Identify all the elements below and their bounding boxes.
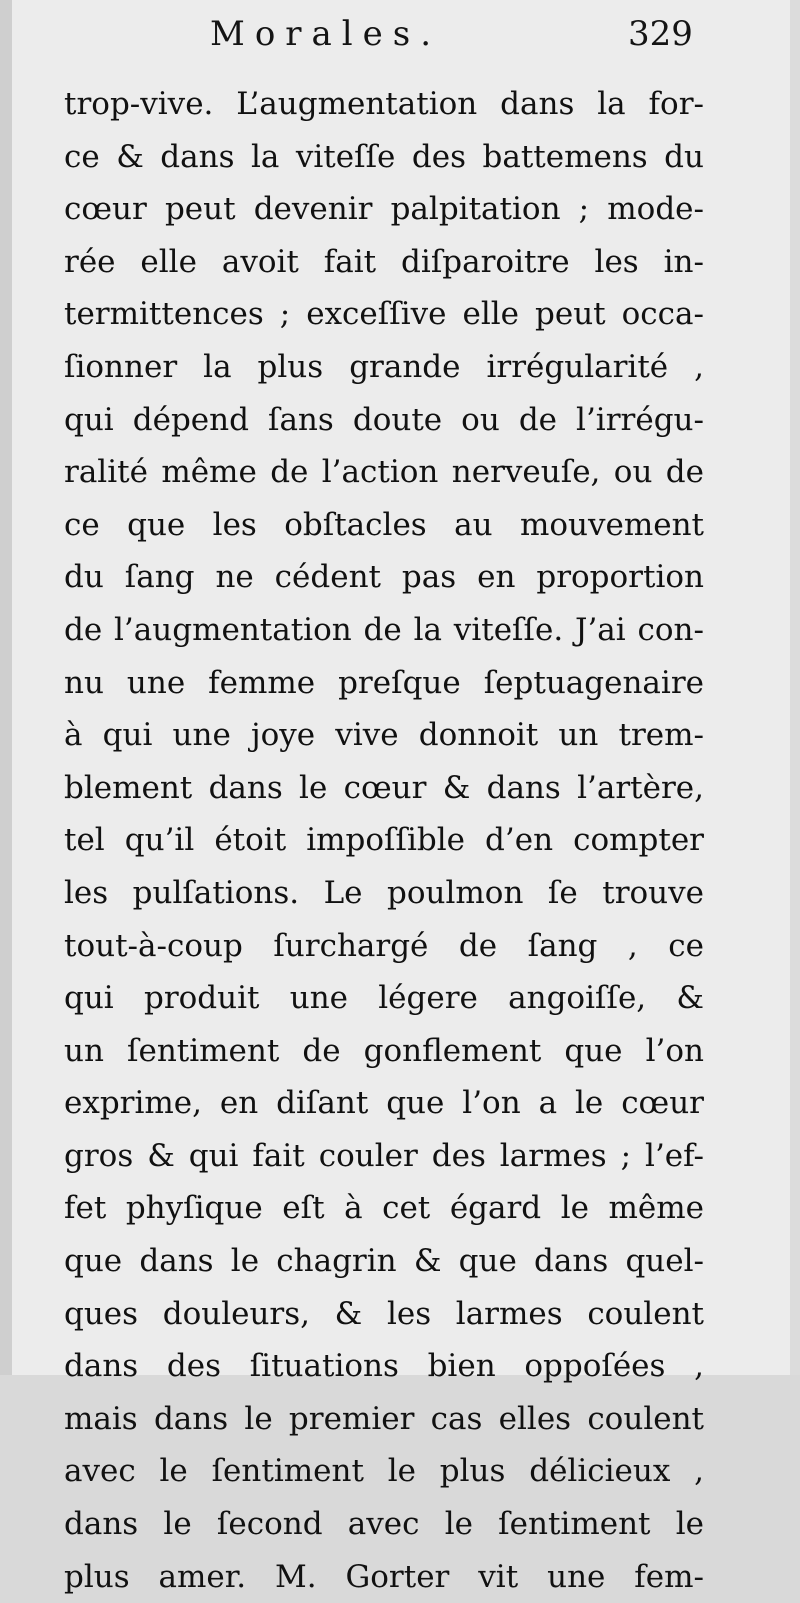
text-line: tel qu’il étoit impoſſible d’en compter [64,822,704,859]
text-line: dans le ſecond avec le ſentiment le [64,1506,704,1543]
text-line: du ſang ne cédent pas en proportion [64,559,704,596]
text-line: termittences ; exceſſive elle peut occa- [64,296,704,333]
page-right-edge [790,0,800,1375]
text-line: tout-à-coup ſurchargé de ſang , ce [64,927,704,964]
page-left-edge [0,0,12,1375]
text-line: de l’augmentation de la viteſſe. J’ai con- [64,611,704,648]
text-line: rée elle avoit fait diſparoitre les in- [64,243,704,280]
text-line: nu une femme preſque ſeptuagenaire [64,664,704,701]
text-line: ce que les obſtacles au mouvement [64,506,704,543]
text-line: à qui une joye vive donnoit un trem- [64,717,704,754]
text-line: que dans le chagrin & que dans quel- [64,1243,704,1280]
text-line: un ſentiment de gonflement que l’on [64,1032,704,1069]
page-header [0,10,800,70]
text-line: ce & dans la viteſſe des battemens du [64,138,704,175]
text-line: blement dans le cœur & dans l’artère, [64,769,704,806]
text-line: avec le ſentiment le plus délicieux , [64,1453,704,1490]
text-line: qui produit une légere angoiſſe, & [64,980,704,1017]
text-line: les pulſations. Le poulmon ſe trouve [64,874,704,911]
text-line: exprime, en diſant que l’on a le cœur [64,1085,704,1122]
text-line: mais dans le premier cas elles coulent [64,1400,704,1437]
text-line: cœur peut devenir palpitation ; mode- [64,191,704,228]
text-line: ralité même de l’action nerveuſe, ou de [64,454,704,491]
text-line: trop-vive. L’augmentation dans la for- [64,86,704,122]
text-line: ſionner la plus grande irrégularité , [64,348,704,385]
text-line: plus amer. M. Gorter vit une fem- [64,1558,704,1595]
text-line: gros & qui fait couler des larmes ; l’ef- [64,1137,704,1174]
page-number: 329 [628,14,693,54]
text-line: qui dépend ſans doute ou de l’irrégu- [64,401,704,438]
running-head: Morales. [210,14,442,54]
text-line: ques douleurs, & les larmes coulent [64,1295,704,1332]
text-line: fet phyſique eſt à cet égard le même [64,1190,704,1227]
body-text [64,78,704,1603]
text-line: dans des ſituations bien oppoſées , [64,1348,704,1385]
